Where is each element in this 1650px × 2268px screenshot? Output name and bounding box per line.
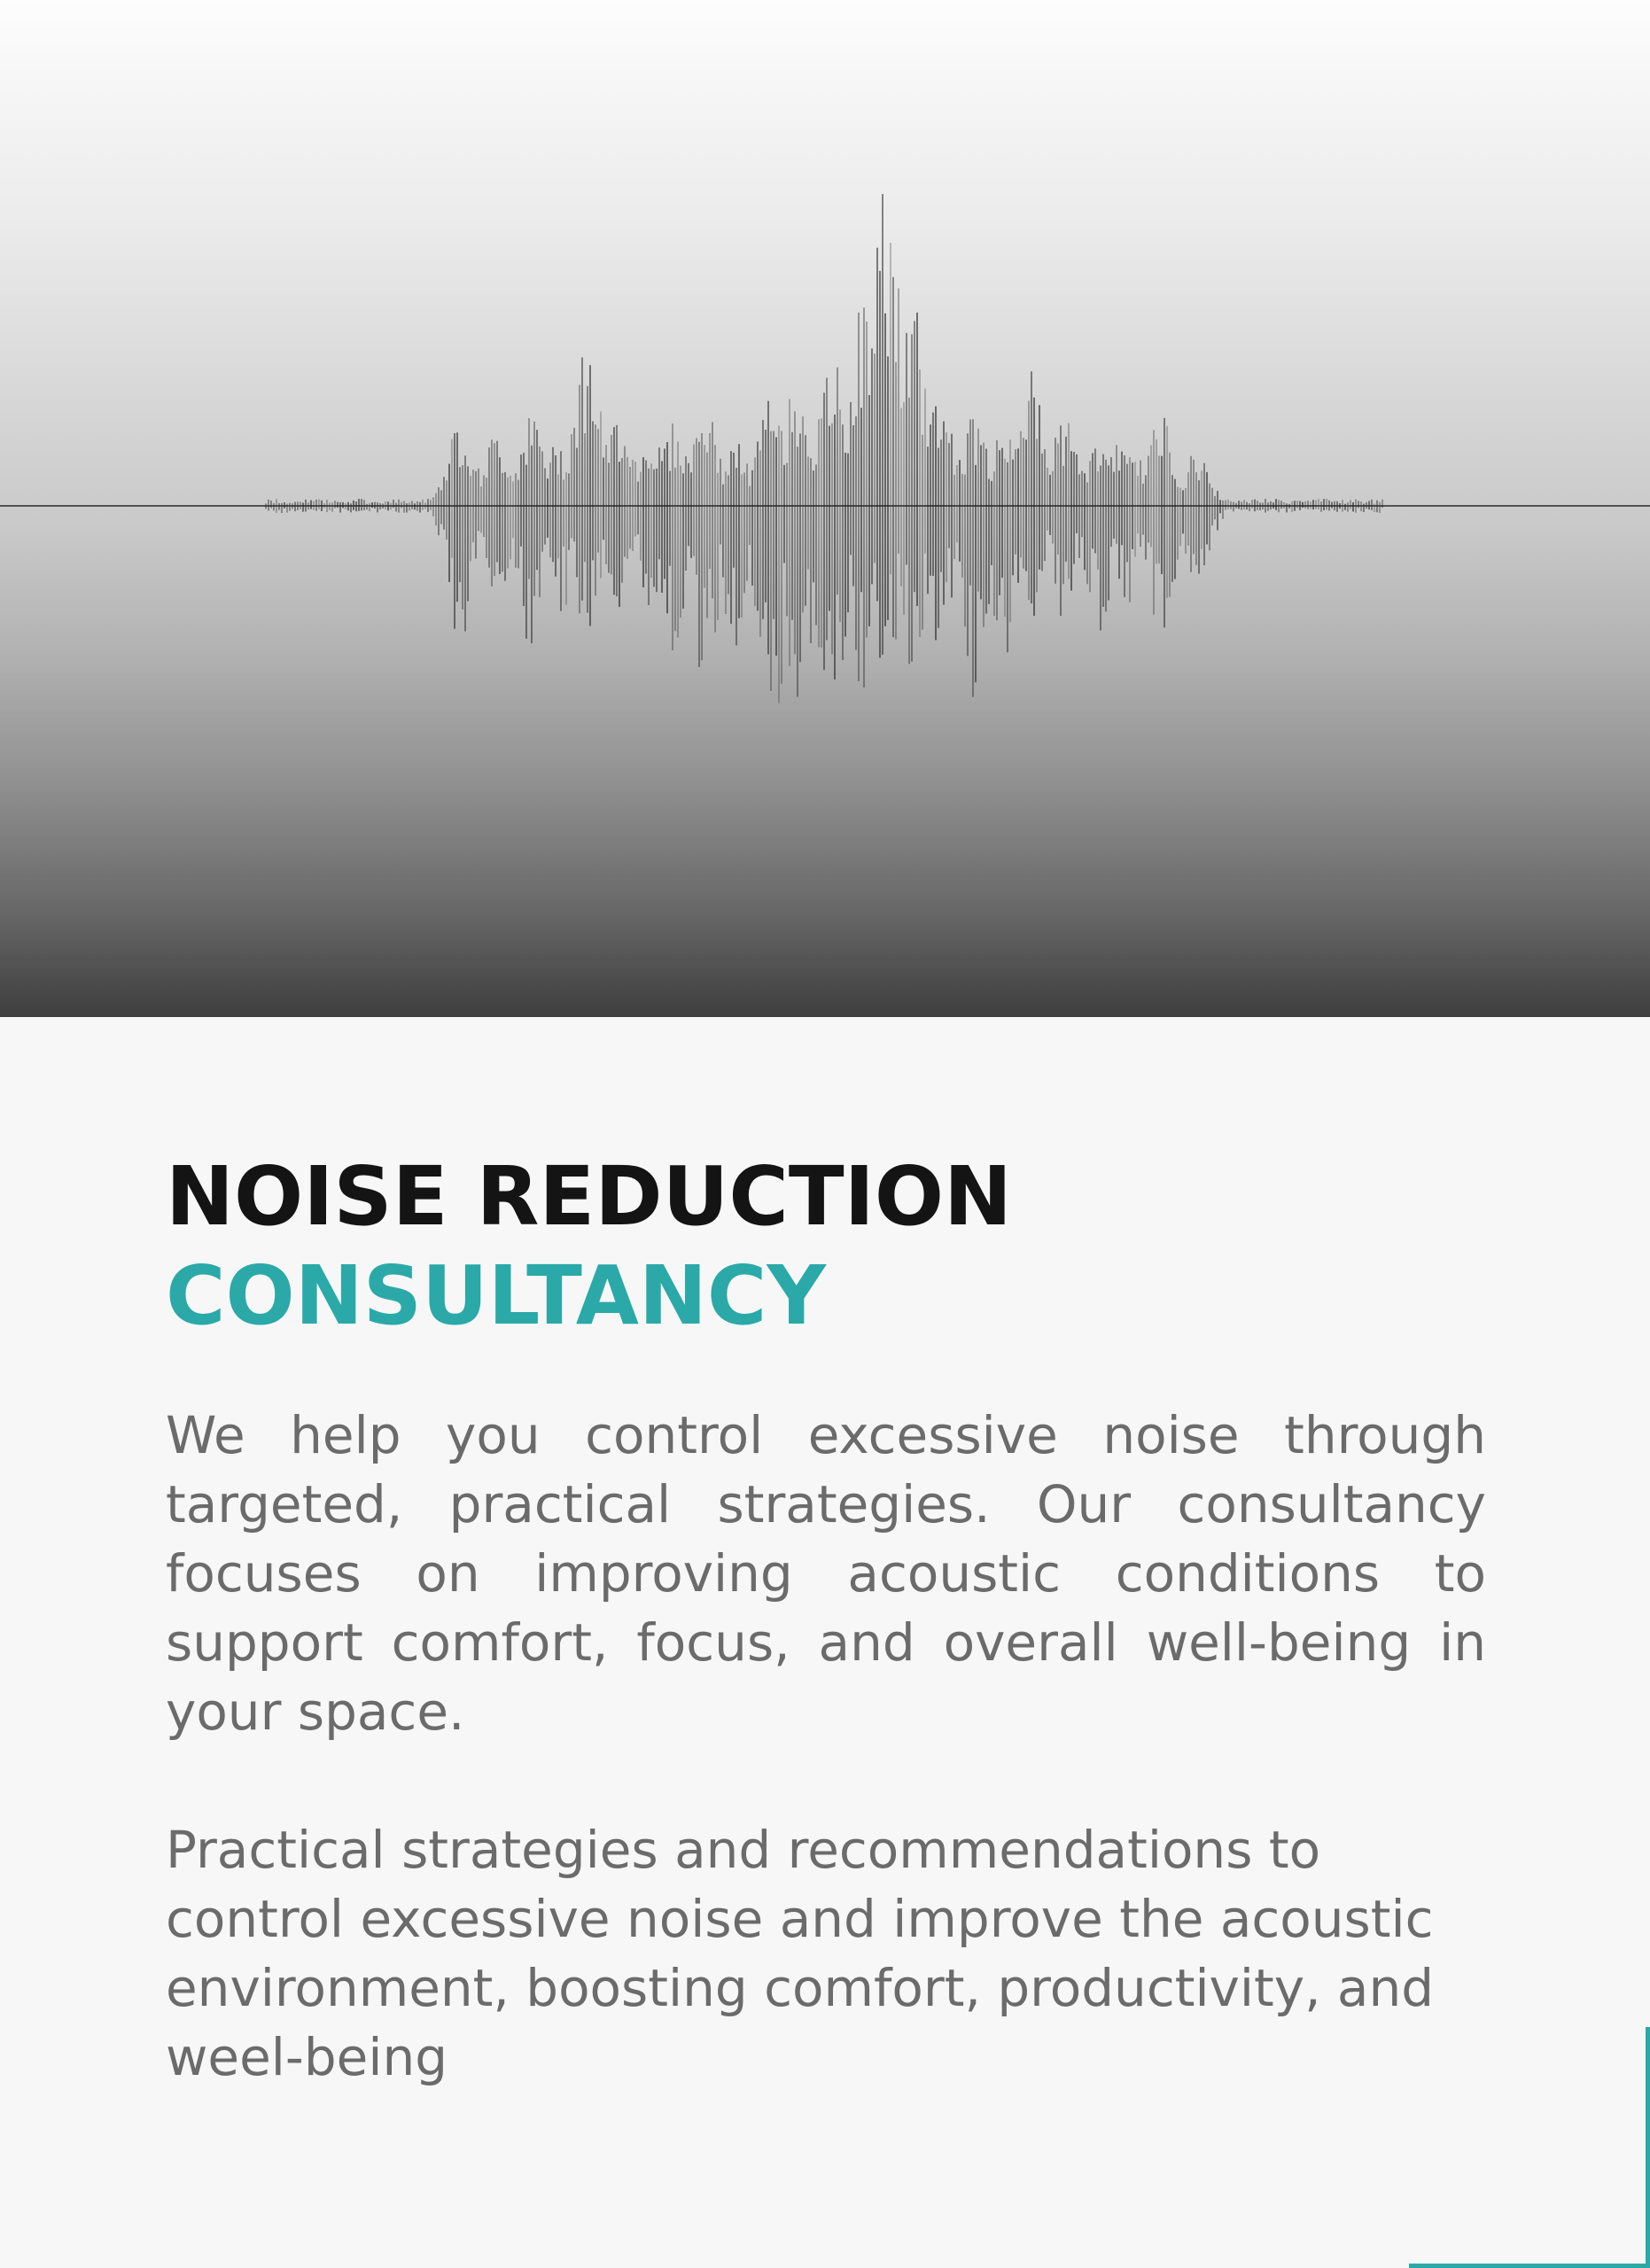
intro-paragraph: We help you control excessive noise through targeted, practical strategies. Our consultancy focuses on improving acoustic conditions to support comfort, focus, and overall well-being in your space. (166, 1405, 1486, 1742)
waveform-bars (266, 194, 1382, 703)
summary-paragraph: Practical strategies and recommendations to control excessive noise and improve the acoustic environment, boosting comfort, productivity, and weel-being (166, 1820, 1435, 2087)
page-title (166, 1147, 1486, 1346)
hero-waveform-image (0, 0, 1650, 1017)
main-content (166, 1147, 1486, 2092)
sound-wave-graphic (0, 0, 1650, 1017)
title-line-consultancy: CONSULTANCY (166, 1248, 827, 1343)
title-line-noise-reduction: NOISE REDUCTION (166, 1149, 1013, 1244)
